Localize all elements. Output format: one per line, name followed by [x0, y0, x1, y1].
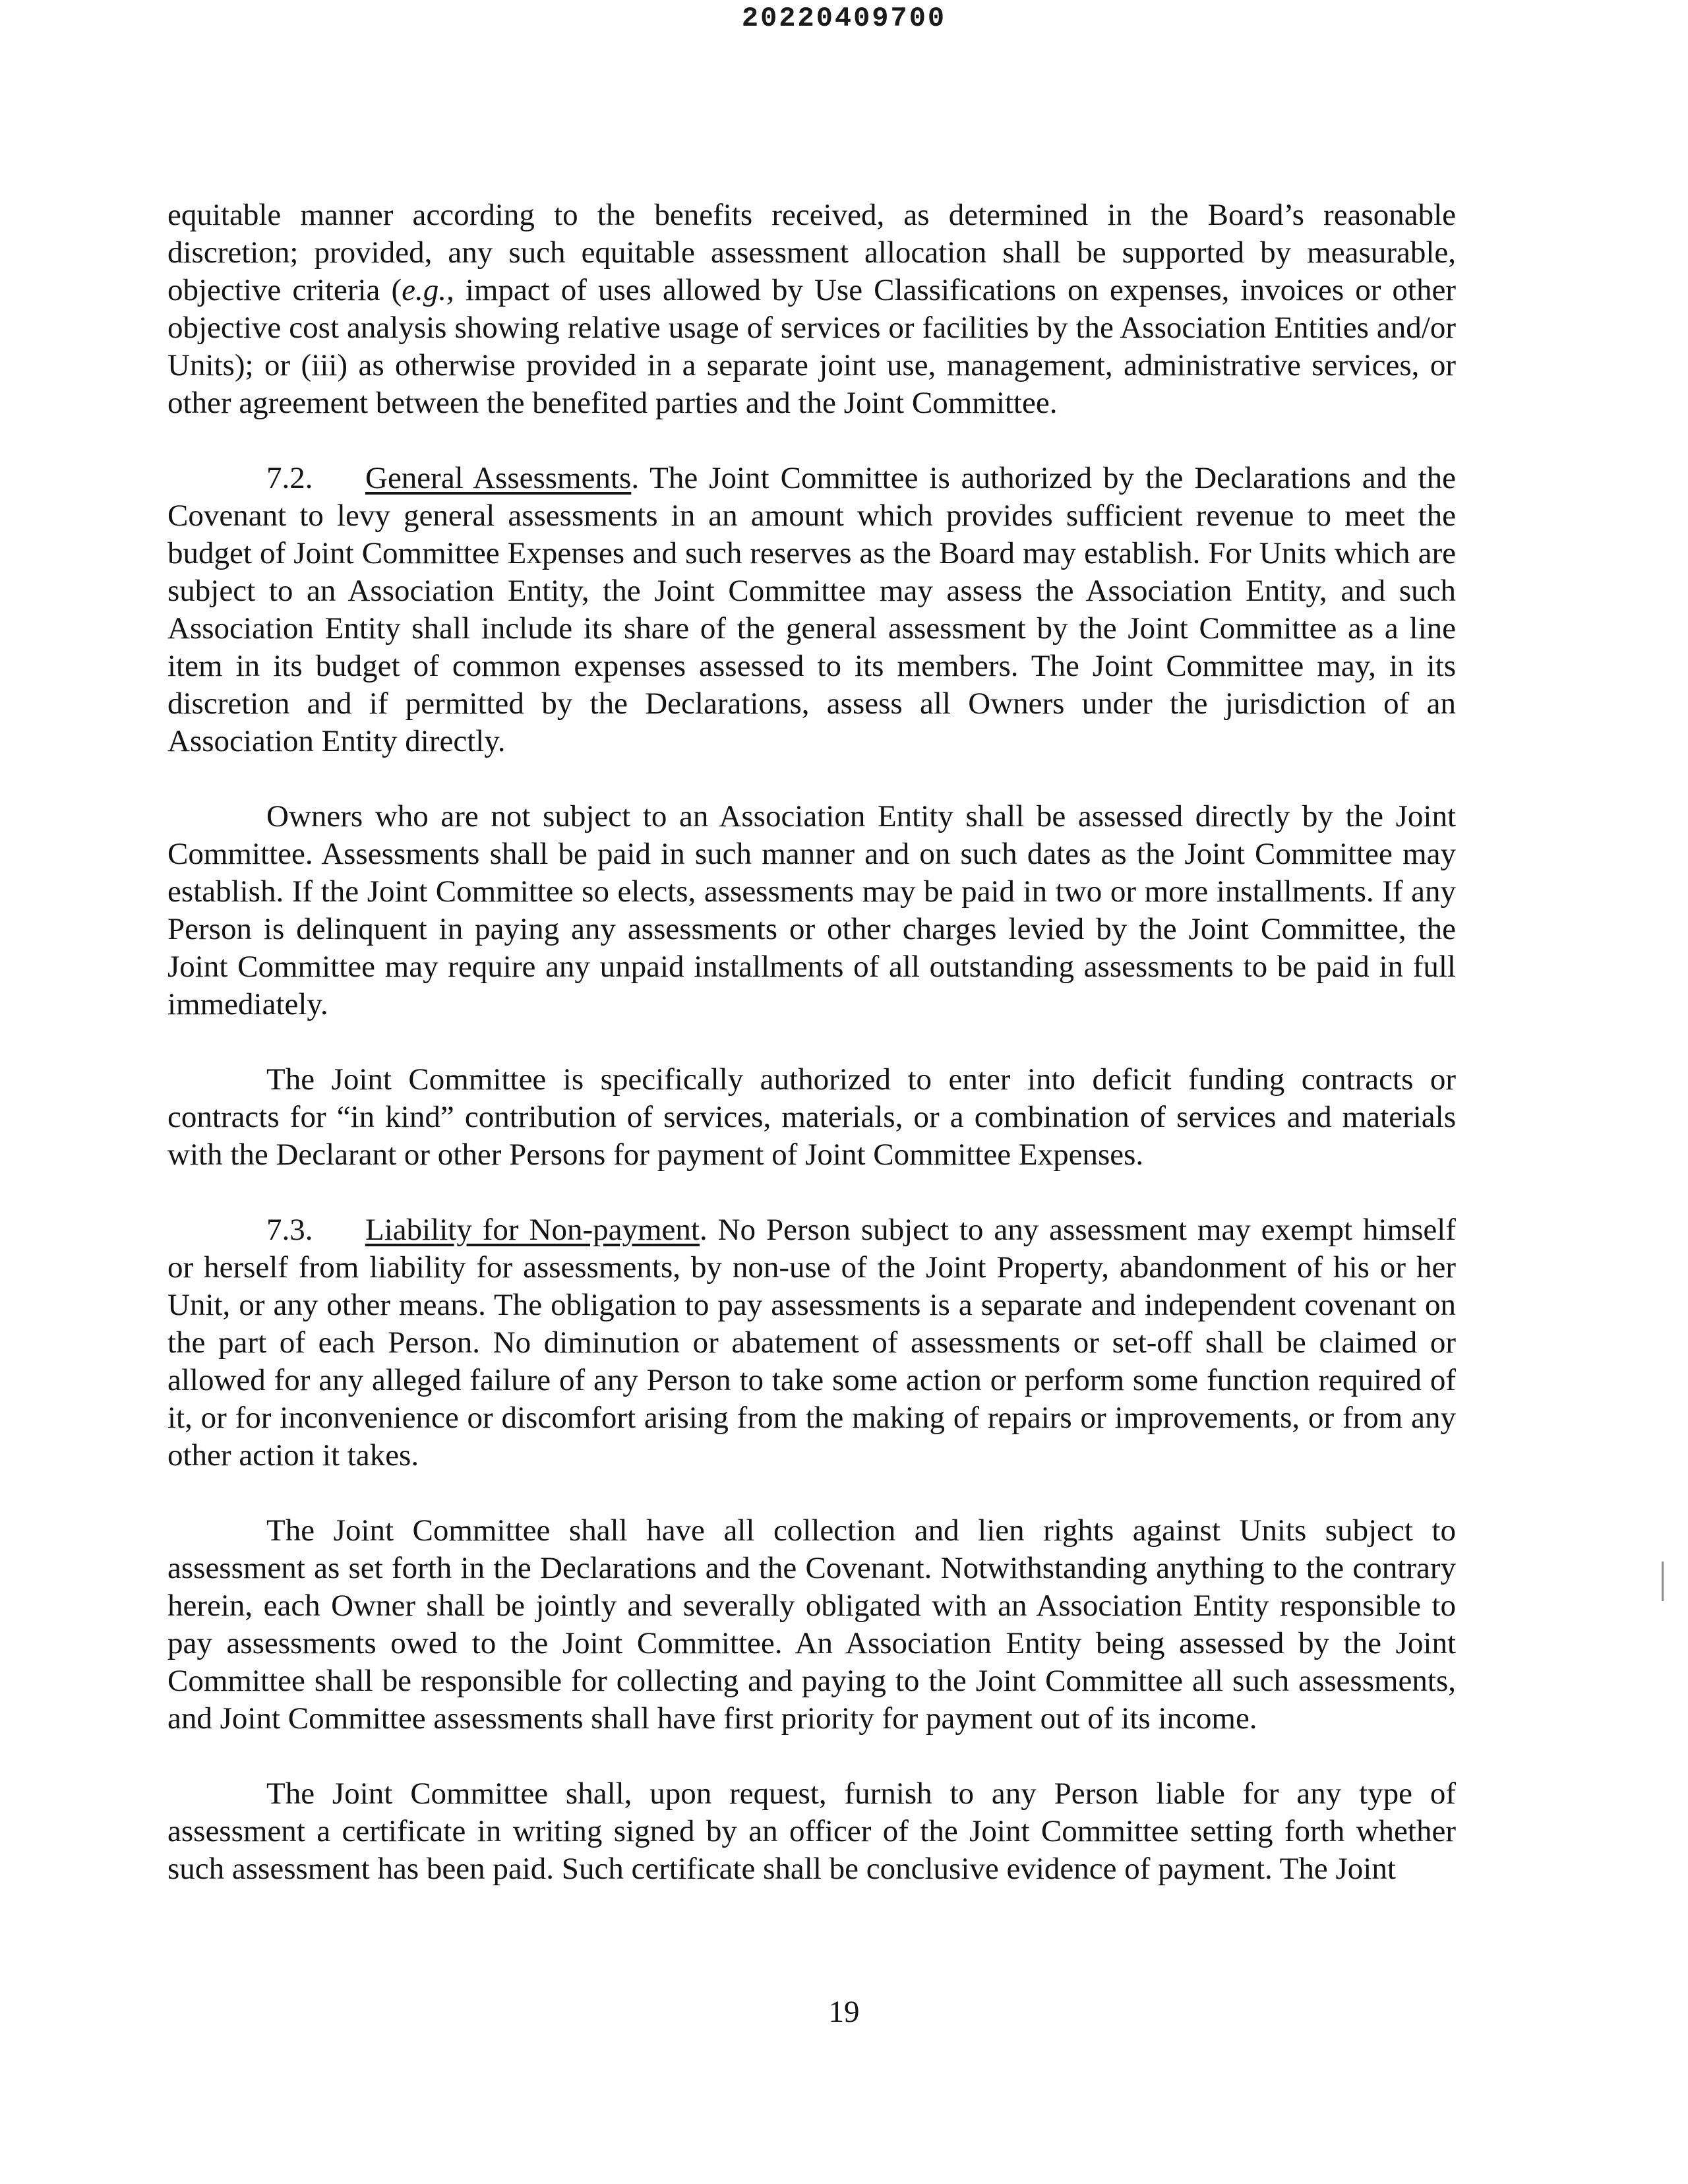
eg-abbreviation: e.g., — [402, 273, 454, 307]
page-body — [167, 197, 1456, 1926]
paragraph-equitable-allocation — [167, 197, 1456, 422]
section-text: . The Joint Committee is authorized by the Declarations and the Covenant to levy general assessments in an amount which provides sufficient revenue to meet the budget of Joint Committee Expenses and such reserves as the Board may establish. For Units which are subject to an Association Entity, the Joint Committee may assess the Association Entity, and such Association Entity shall include its share of the general assessment by the Joint Committee as a line item in its budget of common expenses assessed to its members. The Joint Committee may, in its discretion and if permitted by the Declarations, assess all Owners under the jurisdiction of an Association Entity directly. — [167, 461, 1456, 758]
section-7-2-general-assessments — [167, 460, 1456, 760]
section-7-3-liability-for-non-payment — [167, 1211, 1456, 1474]
paragraph-deficit-funding: The Joint Committee is specifically authorized to enter into deficit funding contracts or contracts for “in kind” contribution of services, materials, or a combination of services and materials with the Declarant or other Persons for payment of Joint Committee Expenses. — [167, 1062, 1456, 1172]
section-number: 7.2. — [266, 461, 313, 495]
document-number: 20220409700 — [741, 3, 947, 34]
section-heading: General Assessments — [365, 461, 632, 495]
paragraph-direct-assessment: Owners who are not subject to an Association Entity shall be assessed directly by the Joint Committee. Assessments shall be paid in such manner and on such dates as the Joint Committee may establish. If the Joint Committee so elects, assessments may be paid in two or more installments. If any Person is delinquent in paying any assessments or other charges levied by the Joint Committee, the Joint Committee may require any unpaid installments of all outstanding assessments to be paid in full immediately. — [167, 799, 1456, 1021]
paragraph-collection-lien-rights: The Joint Committee shall have all collection and lien rights against Units subject to assessment as set forth in the Declarations and the Covenant. Notwithstanding anything to the contrary herein, each Owner shall be jointly and severally obligated with an Association Entity responsible to pay assessments owed to the Joint Committee. An Association Entity being assessed by the Joint Committee shall be responsible for collecting and paying to the Joint Committee all such assessments, and Joint Committee assessments shall have first priority for payment out of its income. — [167, 1513, 1456, 1736]
paragraph-text: impact of uses allowed by Use Classifications on expenses, invoices or other objective cost analysis showing relative usage of services or facilities by the Association Entities and/or Units); or (iii) as otherwise provided in a separate joint use, management, administrative services, or other agreement between the benefited parties and the Joint Committee. — [167, 273, 1457, 420]
section-number: 7.3. — [266, 1213, 313, 1247]
page-number: 19 — [828, 1995, 860, 2029]
margin-scan-mark — [1662, 1562, 1664, 1601]
paragraph-assessment-certificate: The Joint Committee shall, upon request, furnish to any Person liable for any type of assessment a certificate in writing signed by an officer of the Joint Committee setting forth whether such assessment has been paid. Such certificate shall be conclusive evidence of payment. The Joint — [167, 1776, 1456, 1886]
section-heading: Liability for Non-payment — [365, 1213, 700, 1247]
paragraph-text: equitable manner according to the benefits received, as determined in the Board’s reasonable discretion; provided, any such equitable assessment allocation shall be supported by measurable, objective criteria ( — [167, 198, 1456, 307]
section-text: . No Person subject to any assessment may exempt himself or herself from liability for assessments, by non-use of the Joint Property, abandonment of his or her Unit, or any other means. The obligation to pay assessments is a separate and independent covenant on the part of each Person. No diminution or abatement of assessments or set-off shall be claimed or allowed for any alleged failure of any Person to take some action or perform some function required of it, or for inconvenience or discomfort arising from the making of repairs or improvements, or from any other action it takes. — [167, 1213, 1456, 1472]
